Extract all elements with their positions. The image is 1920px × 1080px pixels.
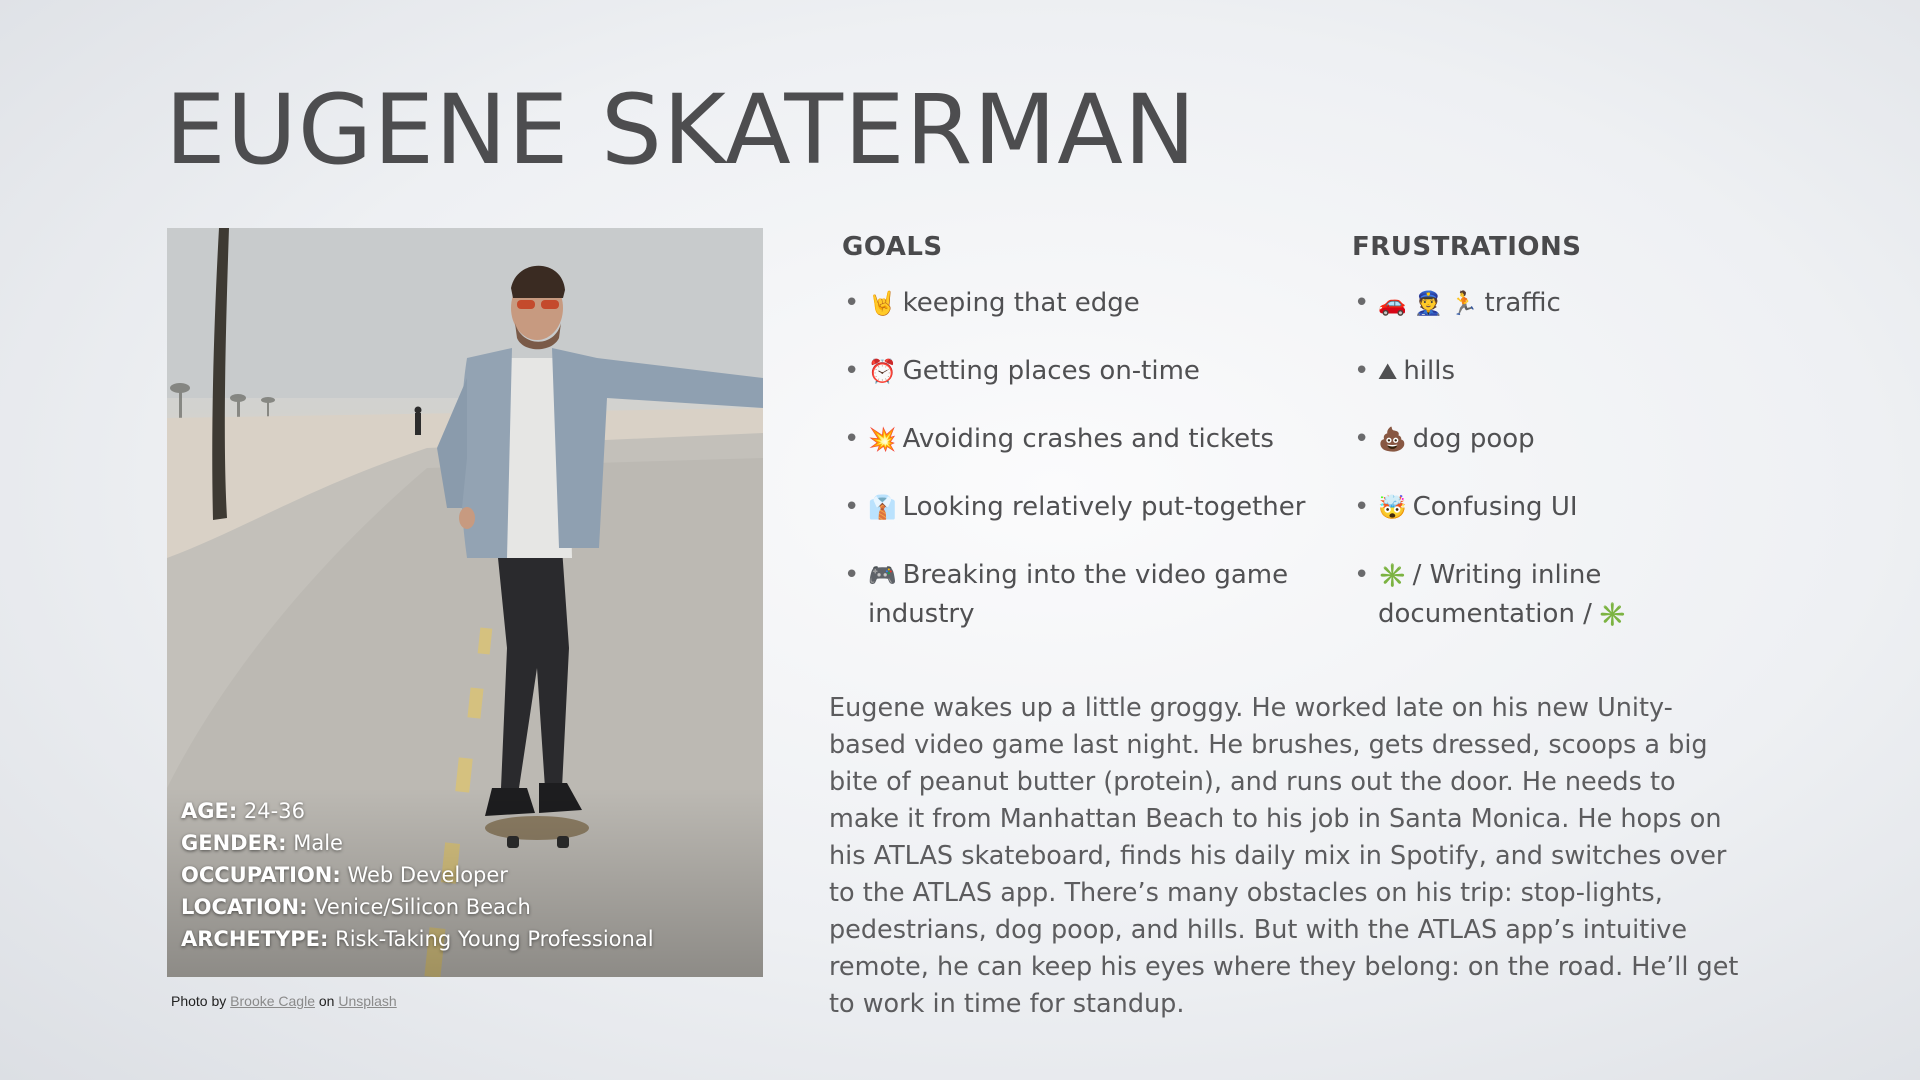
age-label: AGE: [181,799,238,823]
bullet-icon: • [1354,560,1370,590]
poop-icon: 💩 [1378,427,1407,453]
exploding-head-icon: 🤯 [1378,495,1407,521]
credit-prefix: Photo by [171,993,227,1009]
occupation-row [181,859,654,891]
goals-list [842,284,1342,633]
bullet-icon: • [844,560,860,590]
goals-heading: GOALS [842,232,943,262]
occupation-value: Web Developer [347,863,508,887]
asterisk-icon: ✳️ [1597,602,1627,628]
goal-text: keeping that edge [902,288,1140,318]
photo-credit [171,993,397,1009]
location-value: Venice/Silicon Beach [314,895,531,919]
car-police-runner-icon: 🚗 👮 🏃 [1378,291,1479,317]
frustration-text: traffic [1484,288,1561,318]
frustration-text: Confusing UI [1412,492,1578,522]
goal-text: Breaking into the video game industry [868,560,1289,629]
gender-label: GENDER: [181,831,287,855]
game-controller-icon: 🎮 [868,563,897,589]
mountain-icon: ⛰ [1378,359,1398,385]
asterisk-icon: ✳️ [1378,563,1407,589]
goal-text: Avoiding crashes and tickets [902,424,1274,454]
goal-item [842,556,1342,633]
credit-site-link[interactable]: Unsplash [338,993,397,1009]
bullet-icon: • [844,492,860,522]
archetype-label: ARCHETYPE: [181,927,329,951]
goal-item [842,284,1342,323]
frustration-item [1352,488,1772,527]
credit-middle: on [318,993,335,1009]
necktie-icon: 👔 [868,495,897,521]
frustration-text: dog poop [1412,424,1535,454]
frustrations-list [1352,284,1772,634]
frustration-item [1352,556,1772,634]
bullet-icon: • [1354,356,1370,386]
goal-item [842,420,1342,459]
bullet-icon: • [844,288,860,318]
goal-text: Looking relatively put-together [902,492,1306,522]
frustration-item [1352,420,1772,459]
occupation-label: OCCUPATION: [181,863,341,887]
bullet-icon: • [1354,424,1370,454]
frustrations-heading: FRUSTRATIONS [1352,232,1582,262]
location-label: LOCATION: [181,895,308,919]
alarm-clock-icon: ⏰ [868,359,897,385]
gender-row [181,827,654,859]
persona-scenario-paragraph: Eugene wakes up a little groggy. He worked late on his new Unity-based video game last night. He brushes, gets dressed, scoops a big bite of peanut butter (protein), and runs out the door. He needs to make it from Manhattan Beach to his job in Santa Monica. He hops on his ATLAS skateboard, finds his daily mix in Spotify, and switches over to the ATLAS app. There’s many obstacles on his trip: stop-lights, pedestrians, dog poop, and hills. But with the ATLAS app’s intuitive remote, he can keep his eyes where they belong: on the road. He’ll get to work in time for standup. [829,693,1739,1019]
bullet-icon: • [844,356,860,386]
bullet-icon: • [844,424,860,454]
gender-value: Male [293,831,343,855]
age-value: 24-36 [243,799,305,823]
bullet-icon: • [1354,492,1370,522]
frustration-text: / Writing inline documentation / [1378,560,1602,629]
collision-icon: 💥 [868,427,897,453]
credit-author-link[interactable]: Brooke Cagle [230,993,315,1009]
goal-item [842,352,1342,391]
frustration-text: hills [1403,356,1456,386]
goals-section [842,232,1342,662]
rock-hand-icon: 🤘 [868,291,897,317]
persona-name-title: EUGENE SKATERMAN [165,74,1197,186]
frustration-item [1352,352,1772,391]
goal-item [842,488,1342,527]
archetype-row [181,923,654,955]
persona-profile-overlay [181,795,654,955]
location-row [181,891,654,923]
persona-photo [167,228,763,977]
age-row [181,795,654,827]
goal-text: Getting places on-time [902,356,1200,386]
frustrations-section [1352,232,1772,663]
frustration-item [1352,284,1772,323]
archetype-value: Risk-Taking Young Professional [335,927,654,951]
bullet-icon: • [1354,288,1370,318]
